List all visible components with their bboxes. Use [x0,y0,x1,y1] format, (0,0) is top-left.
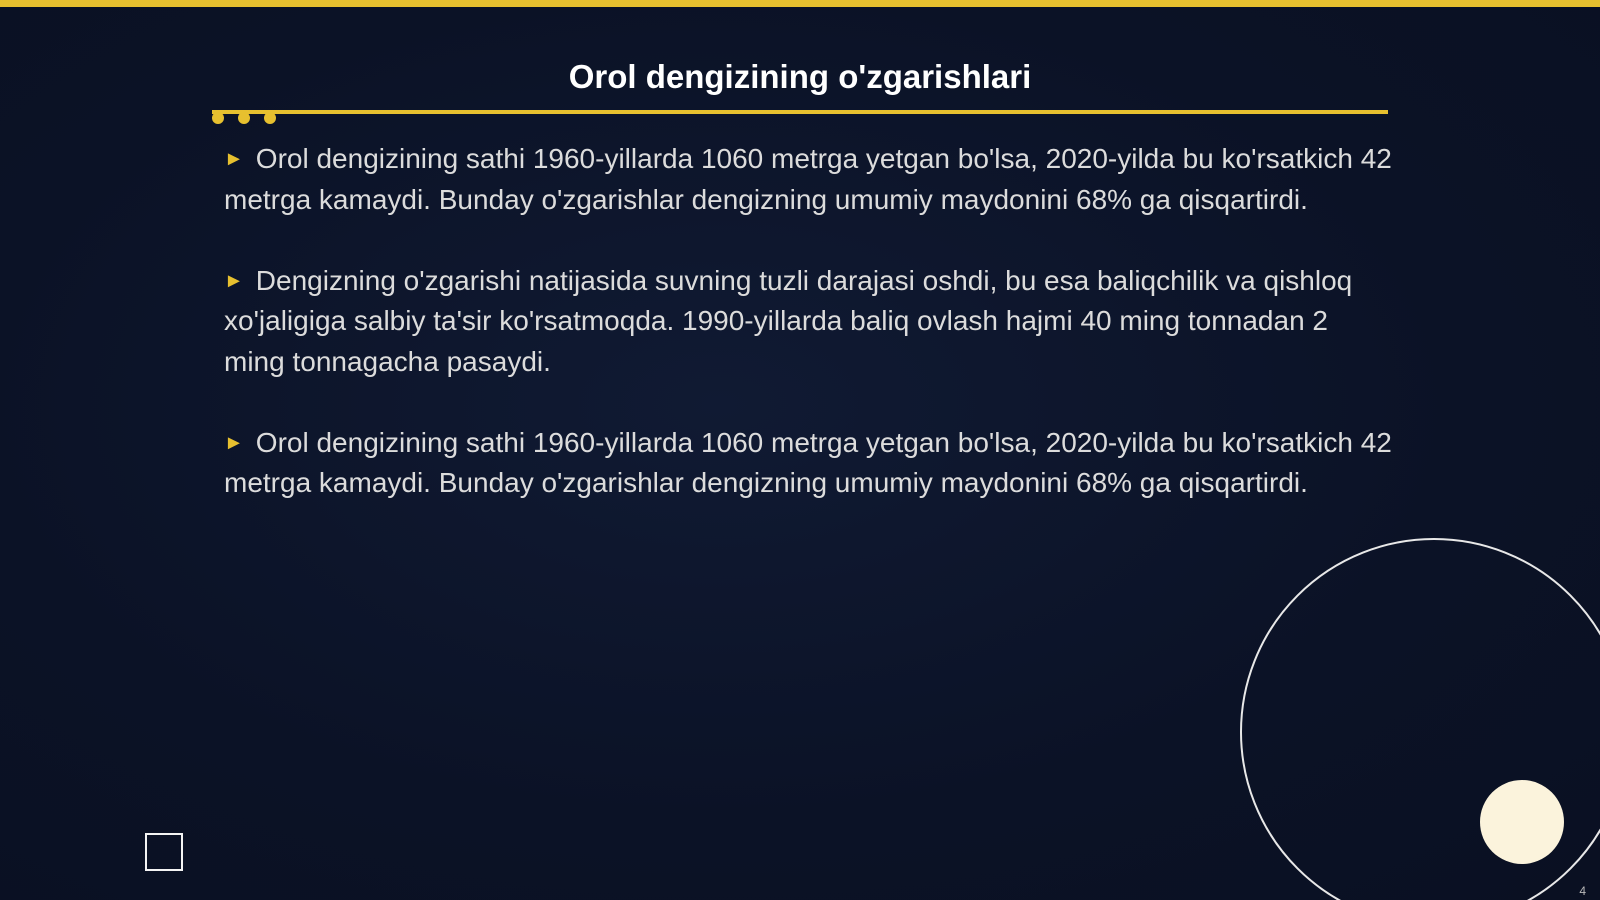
decorative-dot [238,112,250,124]
top-accent-bar [0,0,1600,7]
decorative-dot [212,112,224,124]
decorative-circle-filled [1480,780,1564,864]
bullet-arrow-icon: ► [224,269,244,292]
decorative-square-outline [145,833,183,871]
title-underline [212,110,1388,114]
bullet-text: Dengizning o'zgarishi natijasida suvning tuzli darajasi oshdi, bu esa baliqchilik va qishloq xo'jaligiga salbiy ta'sir ko'rsatmoqda. 1990-yillarda baliq ovlash hajmi 40 ming tonnadan 2 ming tonnagacha pasaydi. [224,264,1353,377]
page-number: 4 [1579,884,1586,898]
decorative-dot [264,112,276,124]
bullet-list [224,139,1396,544]
bullet-text: Orol dengizining sathi 1960-yillarda 1060 metrga yetgan bo'lsa, 2020-yilda bu ko'rsatkich 42 metrga kamaydi. Bunday o'zgarishlar dengizning umumiy maydonini 68% ga qisqartirdi. [224,143,1392,215]
bullet-arrow-icon: ► [224,431,244,454]
bullet-item [224,139,1396,220]
slide-title: Orol dengizining o'zgarishlari [568,58,1032,95]
bullet-item [224,423,1396,504]
bullet-text: Orol dengizining sathi 1960-yillarda 1060 metrga yetgan bo'lsa, 2020-yilda bu ko'rsatkich 42 metrga kamaydi. Bunday o'zgarishlar dengizning umumiy maydonini 68% ga qisqartirdi. [224,426,1392,498]
bullet-item [224,261,1396,383]
bullet-arrow-icon: ► [224,148,244,170]
